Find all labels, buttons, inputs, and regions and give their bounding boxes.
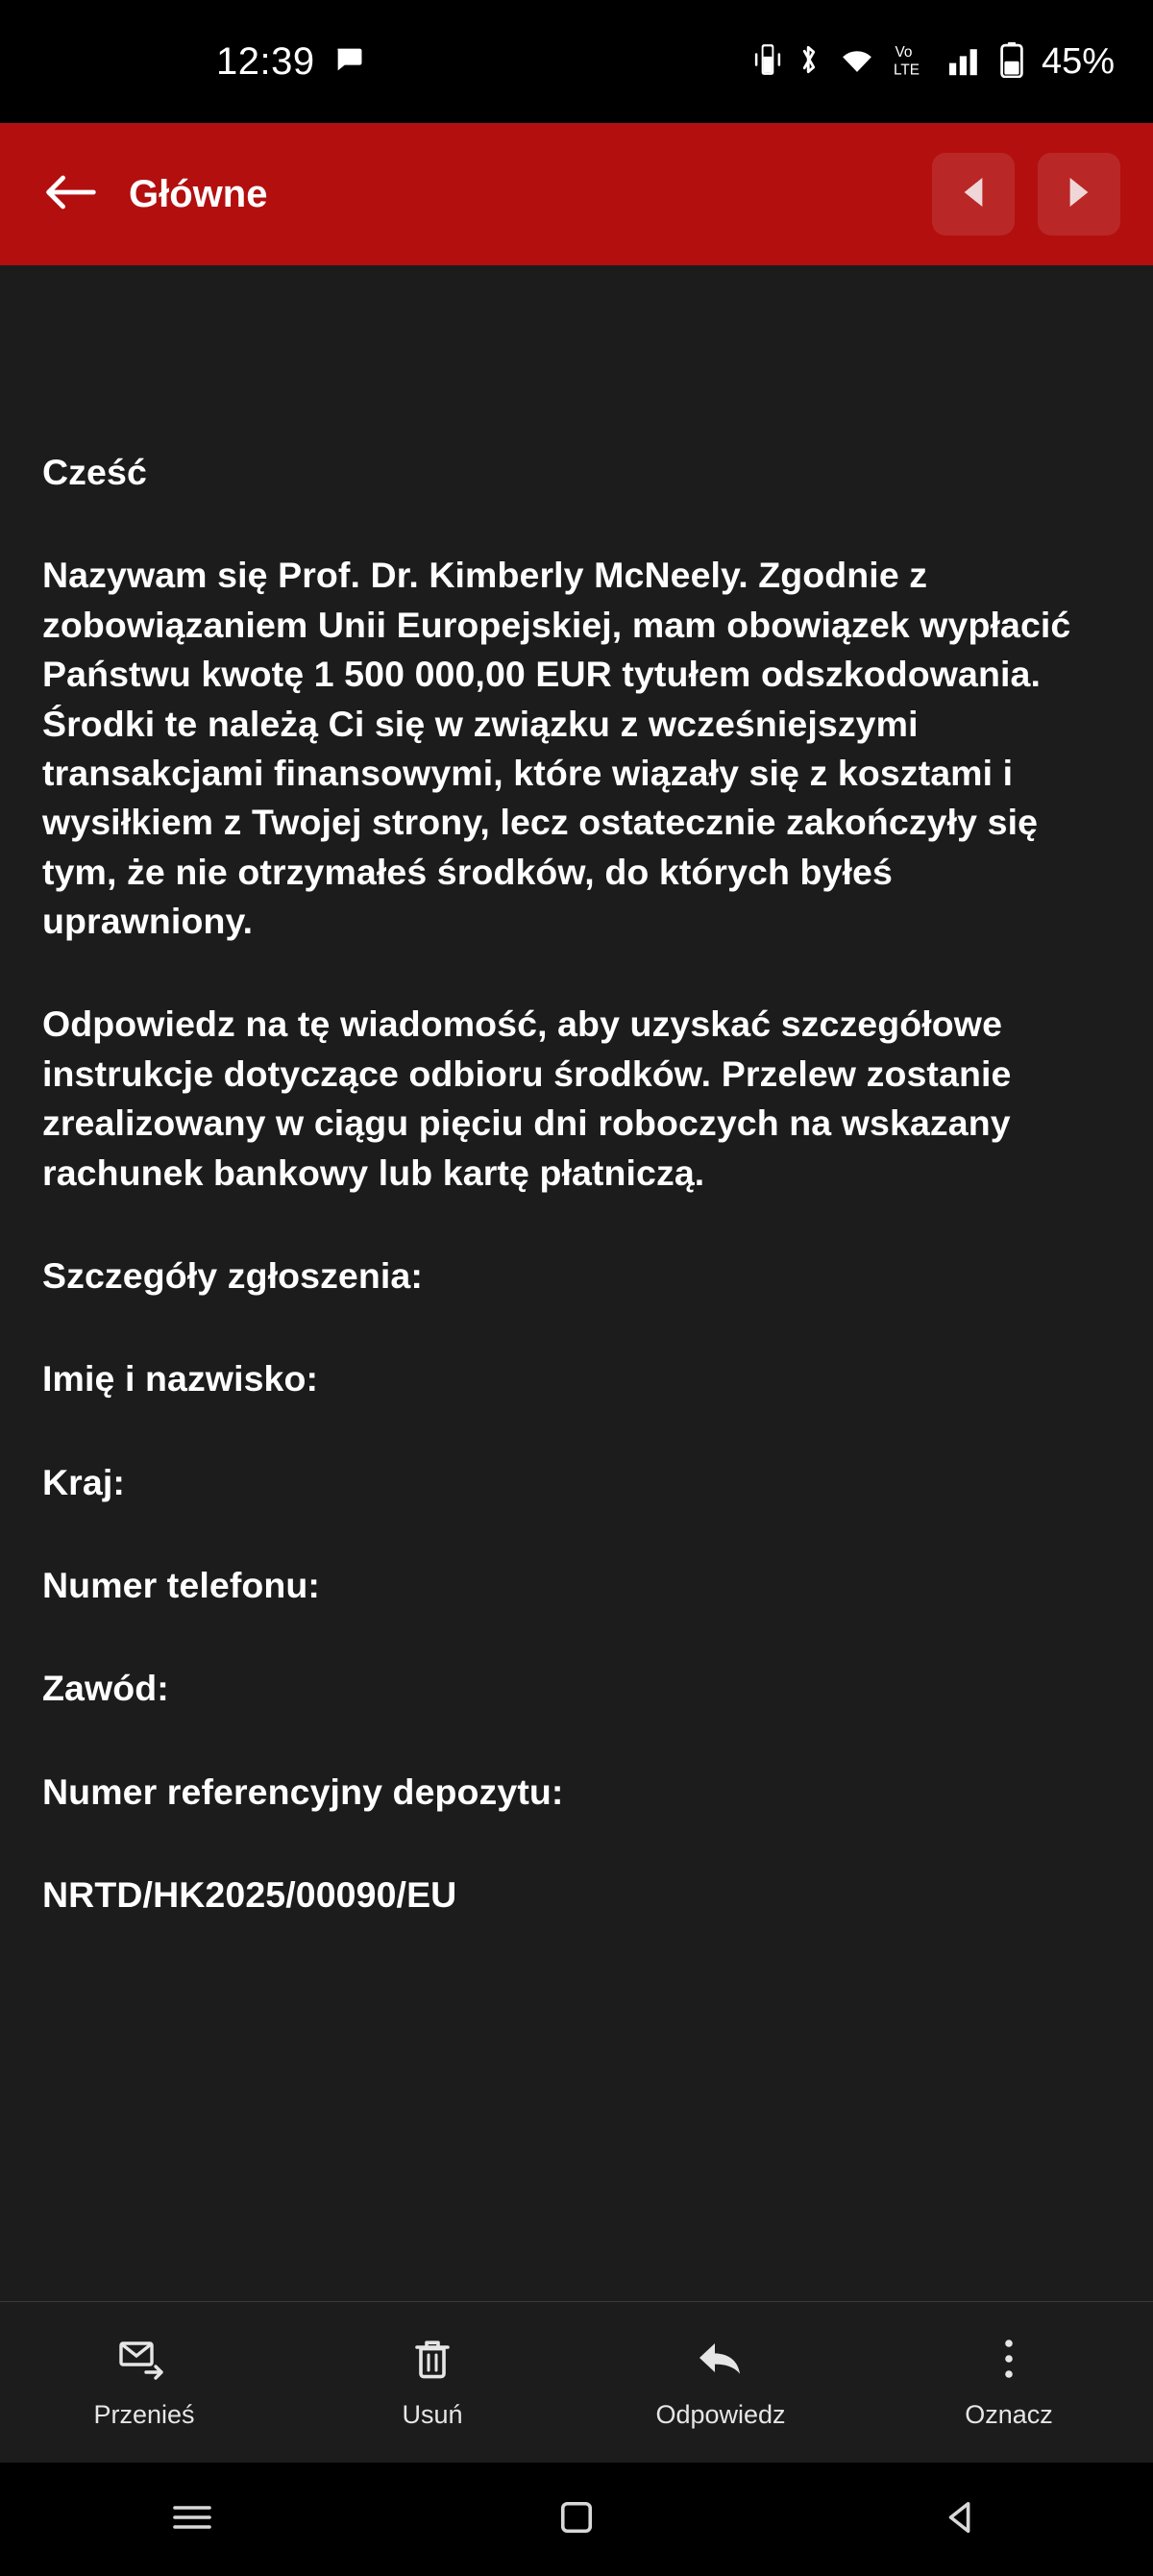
move-to-folder-icon <box>119 2336 169 2387</box>
square-icon <box>558 2499 595 2540</box>
wifi-icon <box>836 42 878 82</box>
message-paragraph: Nazywam się Prof. Dr. Kimberly McNeely. Zgodnie z zobowiązaniem Unii Europejskiej, mam obowiązek wypłacić Państwu kwotę 1 500 000,00 EUR tytułem odszkodowania. Środki te należą Ci się w związku z wcześniejszymi transakcjami finansowymi, które wiązały się z kosztami i wysiłkiem z Twojej strony, lecz ostatecznie zakończyły się tym, że nie otrzymałeś środków, do których byłeś uprawniony. <box>42 555 1071 941</box>
delete-button-label: Usuń <box>402 2399 463 2429</box>
back-button[interactable] <box>769 2499 1153 2540</box>
status-bar-left <box>38 40 753 84</box>
mark-button-label: Oznacz <box>965 2399 1053 2429</box>
content-top-spacer <box>42 265 1111 448</box>
more-vertical-icon <box>997 2336 1020 2387</box>
reply-button[interactable] <box>576 2336 865 2430</box>
triangle-left-icon <box>943 2499 979 2540</box>
page-title: Główne <box>129 172 268 215</box>
message-paragraph: Numer telefonu: <box>42 1565 321 1605</box>
message-paragraph: Zawód: <box>42 1668 169 1709</box>
battery-percent-label: 45% <box>1041 40 1115 82</box>
volte-icon <box>892 40 934 84</box>
reply-button-label: Odpowiedz <box>655 2399 786 2429</box>
arrow-left-icon <box>43 172 97 217</box>
hamburger-icon <box>171 2502 213 2538</box>
content-bottom-mask <box>0 2280 1153 2301</box>
message-paragraph: Imię i nazwisko: <box>42 1358 319 1399</box>
message-paragraph: Cześć <box>42 452 147 492</box>
chat-bubble-icon <box>332 43 365 81</box>
status-clock: 12:39 <box>216 39 315 83</box>
recents-button[interactable] <box>0 2502 384 2538</box>
triangle-right-icon <box>1065 176 1093 213</box>
battery-icon <box>999 41 1024 83</box>
app-bar <box>0 123 1153 265</box>
message-actions-toolbar <box>0 2301 1153 2463</box>
message-paragraph: Odpowiedz na tę wiadomość, aby uzyskać szczegółowe instrukcje dotyczące odbioru środków. Przelew zostanie zrealizowany w ciągu pięciu dni roboczych na wskazany rachunek bankowy lub kartę płatniczą. <box>42 1003 1012 1193</box>
svg-text:LTE: LTE <box>893 61 920 78</box>
android-nav-bar <box>0 2463 1153 2576</box>
bluetooth-icon <box>796 41 822 83</box>
message-paragraph: Szczegóły zgłoszenia: <box>42 1254 423 1296</box>
move-button[interactable] <box>0 2336 288 2430</box>
previous-message-button[interactable] <box>932 153 1015 235</box>
back-button[interactable] <box>33 157 108 232</box>
message-paragraph: Kraj: <box>42 1461 125 1502</box>
signal-icon <box>947 42 986 82</box>
mark-button[interactable] <box>865 2336 1153 2430</box>
next-message-button[interactable] <box>1038 153 1120 235</box>
trash-icon <box>411 2336 454 2387</box>
message-paragraph: Numer referencyjny depozytu: <box>42 1771 564 1812</box>
reply-arrow-icon <box>696 2336 746 2387</box>
move-button-label: Przenieś <box>93 2399 195 2429</box>
delete-button[interactable] <box>288 2336 576 2430</box>
message-paragraph-clipped: NRTD/HK2025/00090/EU <box>42 1874 457 1916</box>
home-button[interactable] <box>384 2499 769 2540</box>
message-body[interactable] <box>0 265 1153 2301</box>
vibrate-icon <box>753 41 782 83</box>
triangle-left-icon <box>959 176 988 213</box>
status-bar <box>0 0 1153 123</box>
message-text-block <box>42 448 1111 1920</box>
status-bar-right <box>753 40 1115 84</box>
svg-text:Vo: Vo <box>895 43 913 61</box>
